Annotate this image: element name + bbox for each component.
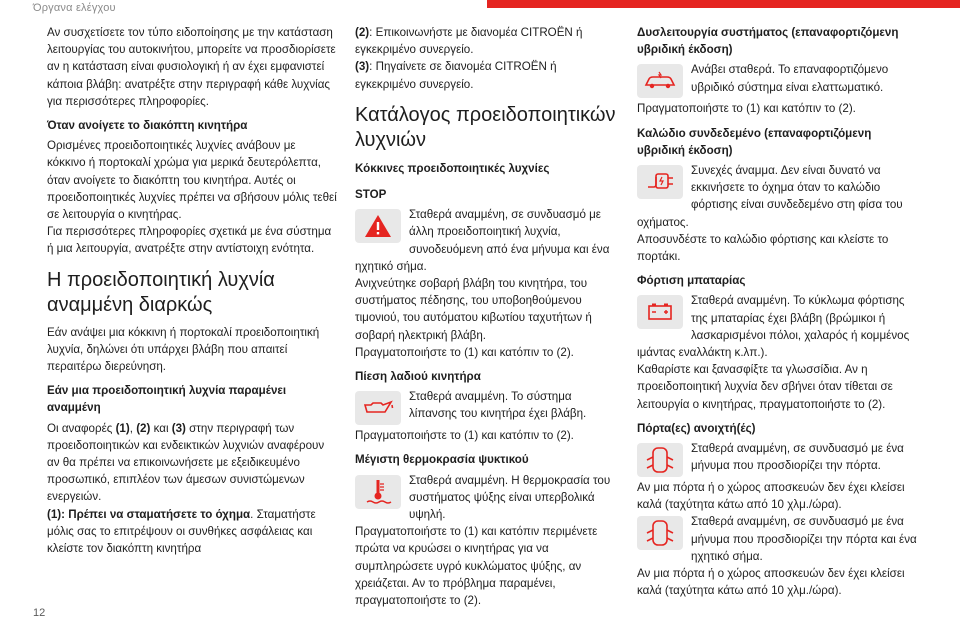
- stop-entry: [355, 206, 620, 275]
- lit-paragraph: Εάν ανάψει μια κόκκινη ή πορτοκαλί προειδοποιητική λυχνία, δηλώνει ότι υπάρχει βλάβη που απαιτεί περαιτέρω διερεύνηση.: [47, 325, 320, 374]
- oil-paragraph-2: Πραγματοποιήστε το (1) και κατόπιν το (2).: [355, 429, 574, 443]
- ignition-heading: Όταν ανοίγετε το διακόπτη κινητήρα: [47, 119, 248, 133]
- ignition-paragraph-1: Ορισμένες προειδοποιητικές λυχνίες ανάβουν με κόκκινο ή πορτοκαλί χρώμα για μερικά δευτερόλεπτα, όταν ανοίγετε το διακόπτη του κινητήρα. Αυτές οι προειδοποιητικές λυχνίες πρέπει να σβήσουν μόλις τεθεί σε λειτουργία ο κινητήρας.: [47, 139, 337, 222]
- door-paragraph-1: Αν μια πόρτα ή ο χώρος αποσκευών δεν έχει κλείσει καλά (ταχύτητα κάτω από 10 χλμ./ώρα).: [637, 481, 905, 512]
- temp-heading: Μέγιστη θερμοκρασία ψυκτικού: [355, 453, 529, 467]
- cable-heading: Καλώδιο συνδεδεμένο (επαναφορτιζόμενη υβριδική έκδοση): [637, 126, 872, 157]
- page-number: 12: [33, 607, 46, 619]
- reference-2: (2): Επικοινωνήστε με διανομέα CITROËN ή εγκεκριμένο συνεργείο.: [355, 26, 583, 57]
- header-accent-bar: [487, 0, 960, 8]
- catalog-heading: Κατάλογος προειδοποιητικών λυχνιών: [355, 103, 616, 151]
- door-open-sound-icon: [637, 516, 683, 550]
- hybrid-car-icon: [637, 64, 683, 98]
- oil-heading: Πίεση λαδιού κινητήρα: [355, 370, 481, 384]
- door-paragraph-2: Αν μια πόρτα ή ο χώρος αποσκευών δεν έχει κλείσει καλά (ταχύτητα κάτω από 10 χλμ./ώρα).: [637, 567, 905, 598]
- hybrid-paragraph-2: Πραγματοποιήστε το (1) και κατόπιν το (2).: [637, 102, 856, 116]
- oil-entry: [355, 388, 620, 422]
- cable-text: Συνεχές άναμμα. Δεν είναι δυνατό να εκκινήσετε το όχημα όταν το καλώδιο φόρτισης είναι συνδεδεμένο στη φίσα του οχήματος.: [637, 164, 903, 229]
- battery-paragraph-2: Καθαρίστε και ξανασφίξτε τα γλωσσίδια. Αν η προειδοποιητική λυχνία δεν σβήνει όταν τίθεται σε λειτουργία ο κινητήρας, πραγματοποιήστε το (2).: [637, 363, 893, 411]
- hybrid-entry: [637, 61, 922, 95]
- cable-entry: [637, 162, 922, 231]
- intro-paragraph: Αν συσχετίσετε τον τύπο ειδοποίησης με την κατάσταση λειτουργίας του αυτοκινήτου, μπορείτε να προσδιορίσετε αν η κατάσταση είναι φυσιολογική ή αν έχει εμφανιστεί κάποια βλάβη: ανατρέξτε στην περιγραφή κάθε λυχνίας για περισσότερες πληροφορίες.: [47, 26, 336, 108]
- door-text-2: Σταθερά αναμμένη, σε συνδυασμό με ένα μήνυμα που προσδιορίζει την πόρτα και ένα ηχητικό σήμα.: [691, 515, 917, 563]
- column-3: [637, 24, 922, 599]
- oil-text: Σταθερά αναμμένη. Το σύστημα λίπανσης του κινητήρα έχει βλάβη.: [409, 390, 587, 421]
- cable-paragraph-2: Αποσυνδέστε το καλώδιο φόρτισης και κλείστε το πορτάκι.: [637, 232, 889, 264]
- column-2: [355, 24, 620, 609]
- door-open-icon: [637, 443, 683, 477]
- reference-3: (3): Πηγαίνετε σε διανομέα CITROËN ή εγκεκριμένο συνεργείο.: [355, 60, 557, 91]
- stop-paragraph-3: Πραγματοποιήστε το (1) και κατόπιν το (2).: [355, 345, 574, 359]
- ignition-paragraph-2: Για περισσότερες πληροφορίες σχετικά με ένα σύστημα ή μια λειτουργία, ανατρέξτε στην αντίστοιχη ενότητα.: [47, 225, 332, 256]
- red-lamps-heading: Κόκκινες προειδοποιητικές λυχνίες: [355, 161, 550, 175]
- door-entry-2: [637, 513, 922, 565]
- stop-heading: STOP: [355, 188, 387, 202]
- door-text-1: Σταθερά αναμμένη, σε συνδυασμό με ένα μήνυμα που προσδιορίζει την πόρτα.: [691, 442, 904, 473]
- charging-plug-icon: [637, 165, 683, 199]
- remains-heading: Εάν μια προειδοποιητική λυχνία παραμένει αναμμένη: [47, 384, 287, 415]
- battery-icon: [637, 295, 683, 329]
- remains-paragraph: Οι αναφορές (1), (2) και (3) στην περιγραφή των προειδοποιητικών και ενδεικτικών λυχνιών αναφέρουν αν θα πρέπει να επικοινωνήσετε με εξειδικευμένο προσωπικό, επιπλέον των άμεσων συνιστώμενων ενεργειών.: [47, 421, 325, 504]
- reference-1: (1): Πρέπει να σταματήσετε το όχημα. Σταματήστε μόλις σας το επιτρέψουν οι συνθήκες ασφάλειας και κλείστε τον διακόπτη κινητήρα: [47, 507, 316, 556]
- hybrid-heading: Δυσλειτουργία συστήματος (επαναφορτιζόμενη υβριδική έκδοση): [637, 26, 899, 57]
- temp-text: Σταθερά αναμμένη. Η θερμοκρασία του συστήματος ψύξης είναι υπερβολικά υψηλή.: [409, 473, 611, 522]
- stop-warning-icon: [355, 209, 401, 243]
- door-entry-1: [637, 440, 922, 474]
- battery-heading: Φόρτιση μπαταρίας: [637, 274, 746, 288]
- door-heading: Πόρτα(ες) ανοιχτή(ές): [637, 421, 756, 435]
- battery-entry: [637, 292, 922, 361]
- section-title: Όργανα ελέγχου: [33, 2, 116, 14]
- column-1: [47, 24, 337, 557]
- temp-paragraph-2: Πραγματοποιήστε το (1) και κατόπιν περιμένετε πρώτα να κρυώσει ο κινητήρας για να συμπληρώσετε υγρό κυκλώματος ψύξης, αν χρειάζεται. Αν το πρόβλημα παραμένει, πραγματοποιήστε το (2).: [355, 525, 598, 608]
- stop-text: Σταθερά αναμμένη, σε συνδυασμό με άλλη προειδοποιητική λυχνία, συνοδευόμενη από ένα μήνυμα και ένα ηχητικό σήμα.: [355, 208, 610, 273]
- hybrid-text: Ανάβει σταθερά. Το επαναφορτιζόμενο υβριδικό σύστημα είναι ελαττωματικό.: [691, 63, 889, 94]
- lit-heading: Η προειδοποιητική λυχνία αναμμένη διαρκώς: [47, 268, 275, 316]
- coolant-temperature-icon: [355, 475, 401, 509]
- temp-entry: [355, 472, 620, 524]
- oil-can-icon: [355, 391, 401, 425]
- stop-paragraph-2: Ανιχνεύτηκε σοβαρή βλάβη του κινητήρα, του συστήματος πέδησης, του υποβοηθούμενου τιμονιού, του αυτόματου κιβωτίου ταχυτήτων ή σοβαρή ηλεκτρική βλάβη.: [355, 277, 592, 342]
- battery-text: Σταθερά αναμμένη. Το κύκλωμα φόρτισης της μπαταρίας έχει βλάβη (βρώμικοι ή λασκαρισμένοι πόλοι, χαλαρός ή κομμένος ιμάντας εναλλάκτη κ.λπ.).: [637, 294, 910, 360]
